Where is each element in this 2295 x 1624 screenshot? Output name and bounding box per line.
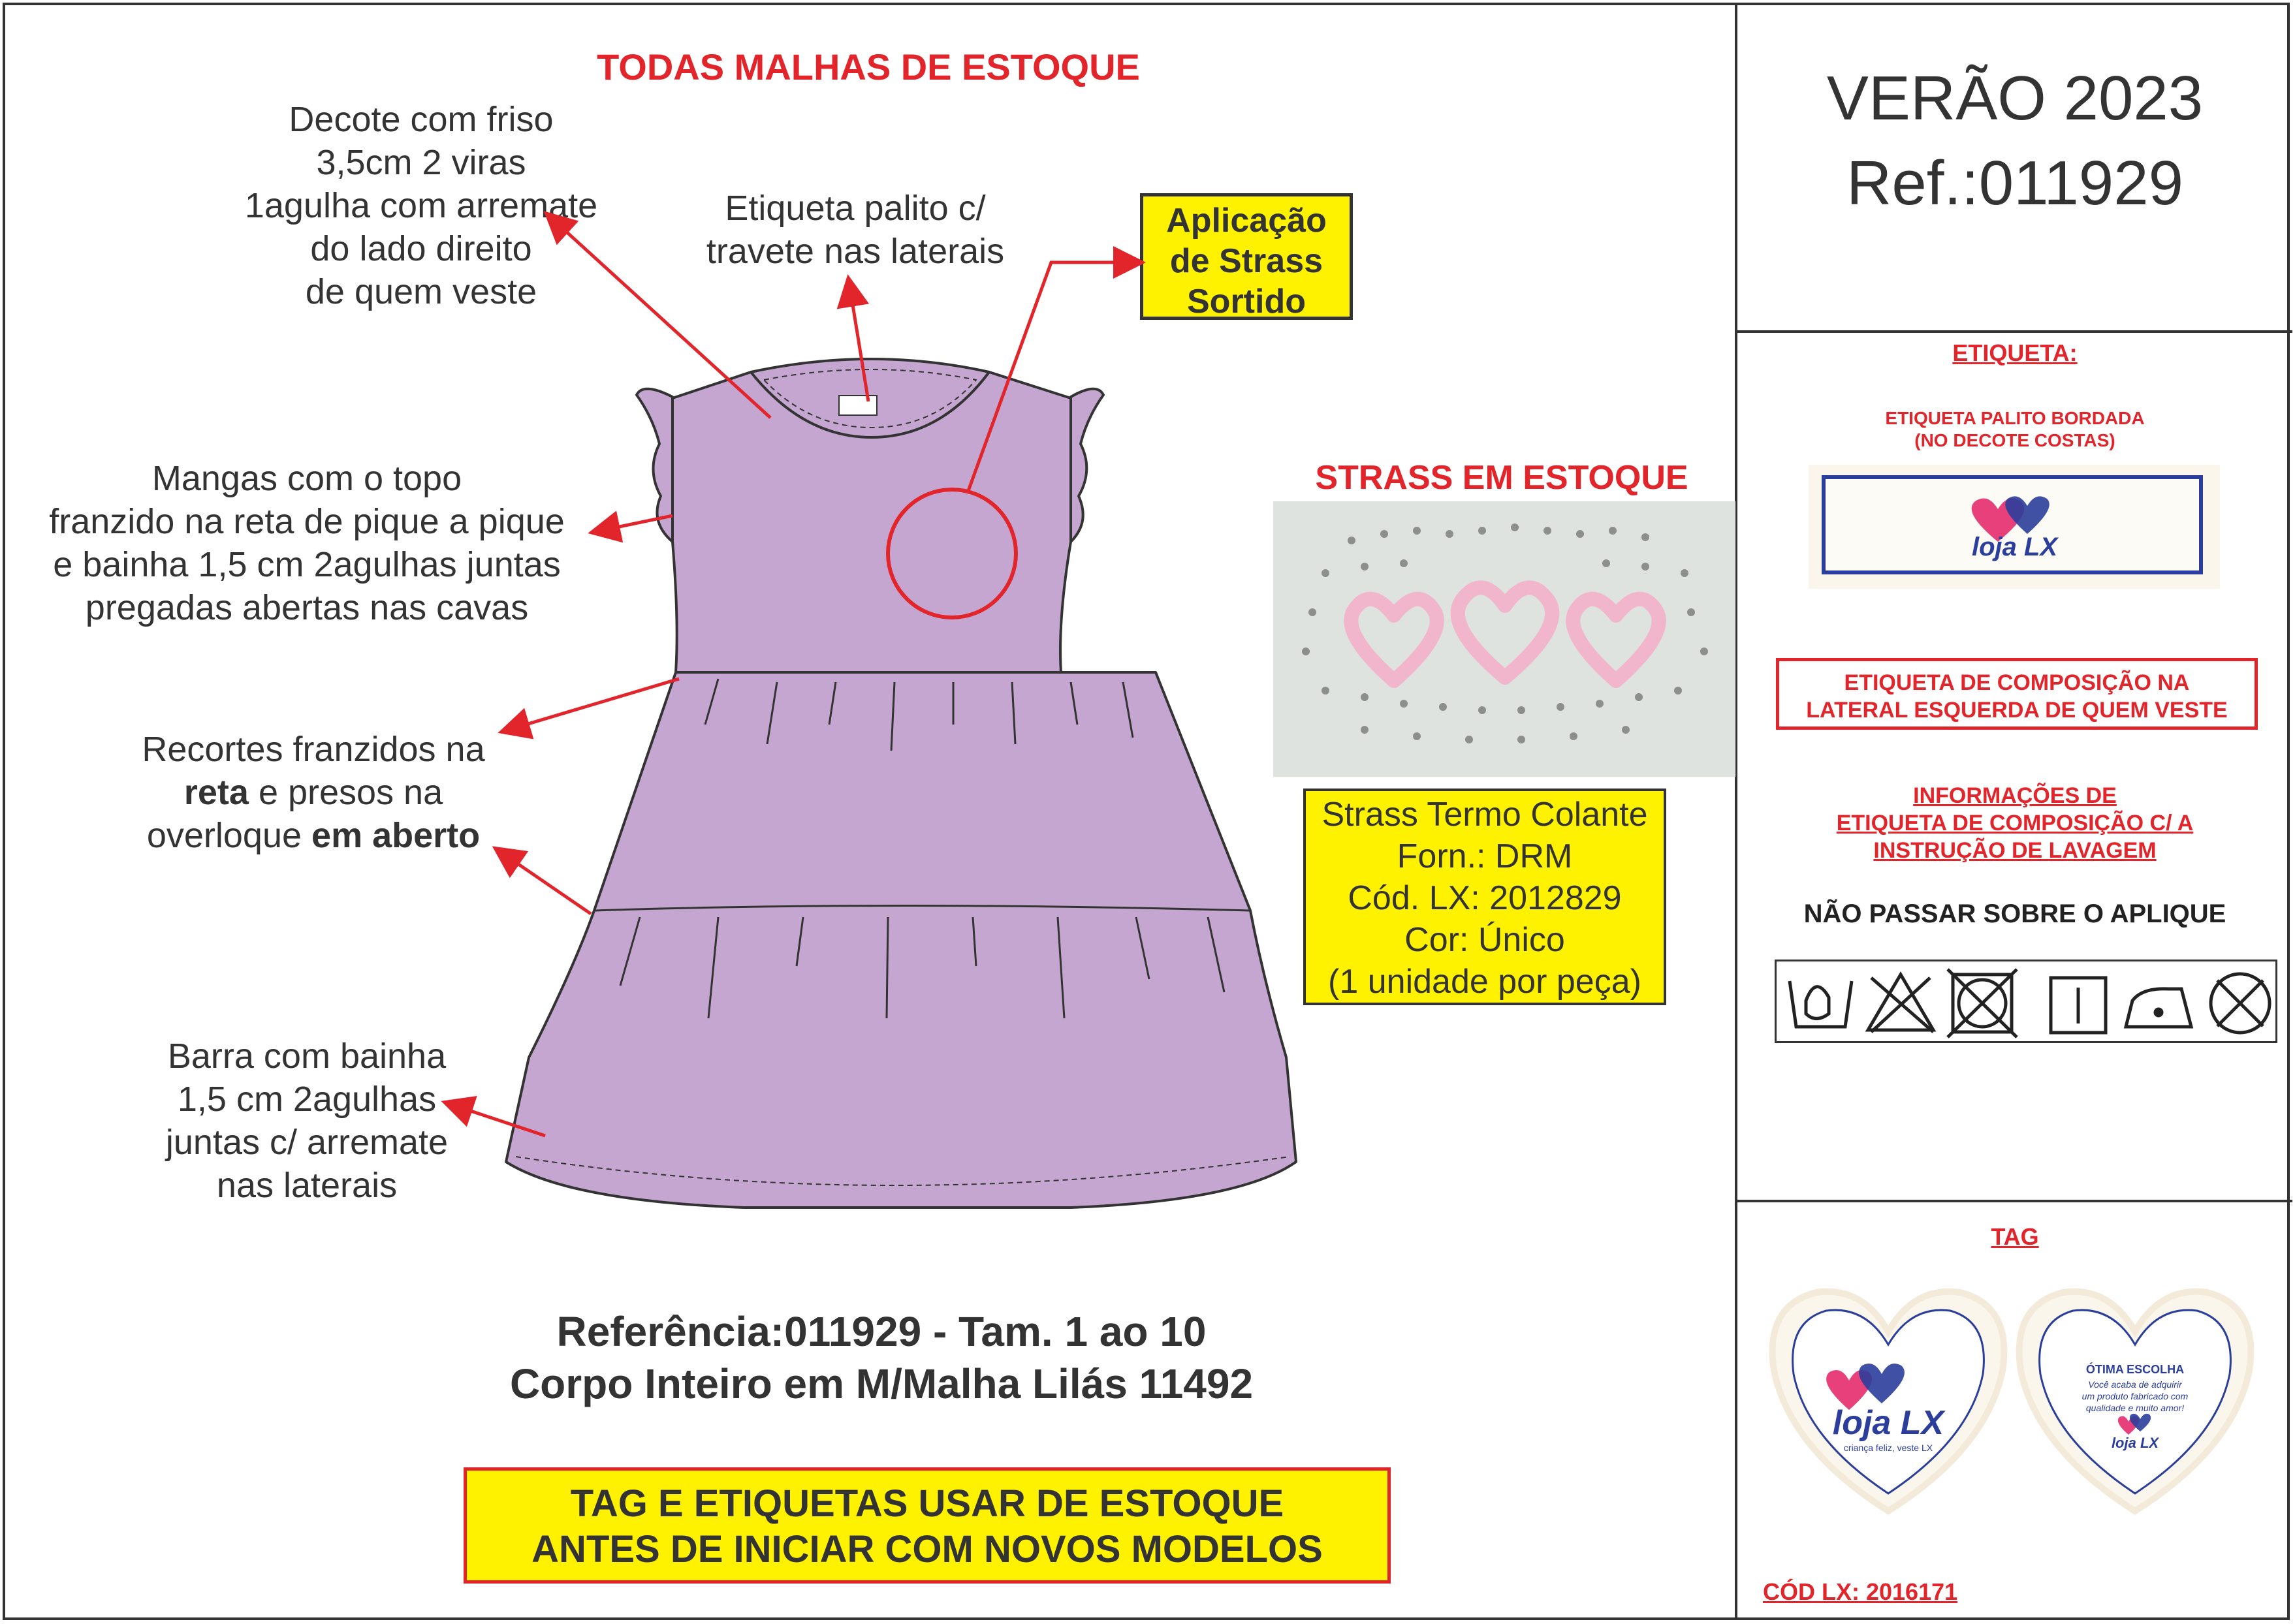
product-info: Referência:011929 - Tam. 1 ao 10 Corpo Inteiro em M/Malha Lilás 11492 (509, 1308, 1254, 1407)
tag-section-title: TAG (1991, 1223, 2039, 1250)
brand-logo-text: loja LX (1972, 533, 2058, 561)
tag-back-text: Você acaba de adquirir um produto fabricado com qualidade e muito amor! (2081, 1379, 2189, 1413)
tag-back (2011, 1286, 2259, 1521)
no-tumble-dry-icon (1948, 969, 2017, 1037)
iron-low-icon (2126, 989, 2191, 1027)
season-header (1737, 56, 2292, 226)
tag-front-logo: loja LX (1832, 1404, 1944, 1442)
cutouts-note: Recortes franzidos na reta e presos na overloque em aberto (142, 730, 485, 855)
reference-code: Ref.:011929 (1846, 148, 2183, 218)
strass-title: STRASS EM ESTOQUE (1315, 459, 1688, 497)
embroidered-label-note: ETIQUETA PALITO BORDADA (NO DECOTE COSTAS) (1885, 408, 2145, 450)
care-symbols (1775, 960, 2277, 1043)
warning-box: TAG E ETIQUETAS USAR DE ESTOQUE ANTES DE INICIAR COM NOVOS MODELOS (464, 1467, 1391, 1584)
stock-fabric-title: TODAS MALHAS DE ESTOQUE (597, 46, 1140, 87)
sleeves-note: Mangas com o topo franzido na reta de pique a pique e bainha 1,5 cm 2agulhas juntas pregadas abertas nas cavas (49, 459, 565, 627)
wash-info-title: INFORMAÇÕES DE ETIQUETA DE COMPOSIÇÃO C/ A INSTRUÇÃO DE LAVAGEM (1836, 783, 2194, 863)
strass-application-box: Aplicação de Strass Sortido (1140, 193, 1353, 320)
hem-note: Barra com bainha 1,5 cm 2agulhas juntas c/ arremate nas laterais (165, 1037, 449, 1205)
label-section-title: ETIQUETA: (1952, 339, 2078, 366)
season-title: VERÃO 2023 (1826, 63, 2204, 133)
tag-front (1764, 1286, 2012, 1521)
tag-back-title: ÓTIMA ESCOLHA (2085, 1363, 2185, 1376)
embroidered-label (1809, 465, 2220, 589)
no-dry-clean-icon (2211, 974, 2270, 1033)
tag-divider (1735, 1200, 2292, 1202)
composition-label-box: ETIQUETA DE COMPOSIÇÃO NA LATERAL ESQUERDA DE QUEM VESTE (1776, 658, 2258, 730)
hand-wash-icon (1790, 981, 1852, 1027)
tag-front-tagline: criança feliz, veste LX (1843, 1443, 1933, 1453)
header-divider (1735, 330, 2292, 333)
no-iron-warning: NÃO PASSAR SOBRE O APLIQUE (1803, 899, 2226, 928)
no-bleach-icon (1868, 975, 1933, 1032)
tag-code: CÓD LX: 2016171 (1763, 1578, 1958, 1605)
strass-photo (1273, 501, 1735, 777)
tag-back-logo: loja LX (2111, 1435, 2159, 1451)
line-dry-icon (2051, 978, 2106, 1033)
label-note: Etiqueta palito c/ travete nas laterais (706, 189, 1005, 271)
neckline-note: Decote com friso 3,5cm 2 viras 1agulha com arremate do lado direito de quem veste (244, 100, 598, 311)
strass-details-box: Strass Termo Colante Forn.: DRM Cód. LX: 2012829 Cor: Único (1 unidade por peça) (1303, 789, 1666, 1005)
